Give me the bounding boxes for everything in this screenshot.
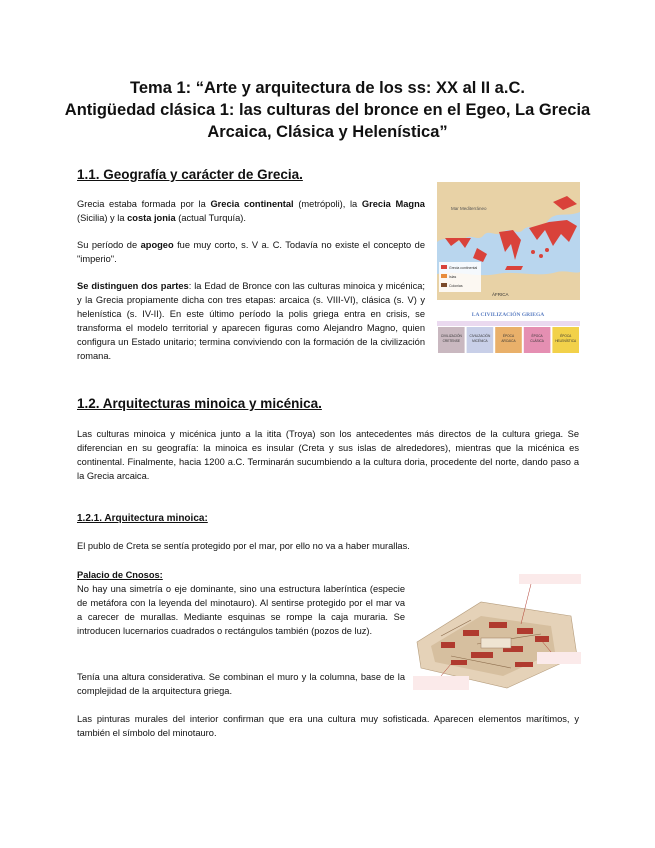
timeline-title: LA CIVILIZACIÓN GRIEGA bbox=[471, 312, 545, 318]
knossos-palace-image bbox=[411, 572, 583, 697]
map-africa-label: ÁFRICA bbox=[492, 292, 509, 297]
timeline-stage-label: ARCAICA bbox=[501, 339, 516, 343]
section-heading-arquitecturas: 1.2. Arquitecturas minoica y micénica. bbox=[77, 396, 322, 411]
map-sea-label: Mar Mediterráneo bbox=[451, 206, 487, 211]
timeline-stage-label: HELENÍSTICA bbox=[555, 339, 577, 343]
timeline-stage-label: MICÉNICA bbox=[472, 339, 488, 343]
timeline-stage-label: CIVILIZACIÓN bbox=[469, 334, 491, 338]
title-line-1: Tema 1: “Arte y arquitectura de los ss: XX al II a.C. bbox=[130, 79, 525, 97]
timeline-stage-label: ÉPOCA bbox=[502, 334, 515, 338]
timeline-stage-label: CIVILIZACIÓN bbox=[440, 334, 462, 338]
paragraph-apogeo: Su período de apogeo fue muy corto, s. V a. C. Todavía no existe el concepto de "imperio". bbox=[77, 240, 425, 264]
paragraph-altura: Tenía una altura considerativa. Se combinan el muro y la columna, base de la complejidad de la arquitectura griega. bbox=[77, 672, 405, 696]
map-legend-2: Islas bbox=[449, 275, 457, 279]
paragraph-culturas-minoica-micenica: Las culturas minoica y micénica junto a la itita (Troya) son los antecedentes más directos de la cultura griega. Se diferencian en su geografía: la minoica es insular (Creta y sus islas de alrededores), mientras que la micénica es continental. Finalmente, hacia 1200 a.C. Terminarán sucumbiendo a la cultura doria, procedente del norte, dando paso a la Grecia arcaica. bbox=[77, 429, 579, 481]
title-line-2: Antigüedad clásica 1: las culturas del bronce en el Egeo, La Grecia bbox=[64, 101, 591, 119]
map-legend-1: Grecia continental bbox=[449, 266, 478, 270]
title-line-3: Arcaica, Clásica y Helenística” bbox=[207, 123, 448, 141]
palacio-cnosos-heading: Palacio de Cnosos: bbox=[77, 570, 163, 580]
timeline-stage-label: CRETENSE bbox=[442, 339, 460, 343]
subsection-heading-minoica: 1.2.1. Arquitectura minoica: bbox=[77, 513, 208, 524]
paragraph-pinturas-murales: Las pinturas murales del interior confirman que era una cultura muy sofisticada. Aparecen elementos marítimos, y también el símbolo del minotauro. bbox=[77, 714, 579, 738]
timeline-stage-label: ÉPOCA bbox=[531, 334, 543, 338]
mediterranean-map-image bbox=[437, 182, 580, 300]
paragraph-grecia-formada: Grecia estaba formada por la Grecia continental (metrópoli), la Grecia Magna (Sicilia) y la costa jonia (actual Turquía). bbox=[77, 199, 425, 223]
document-title bbox=[60, 77, 595, 143]
timeline-stage-label: CLÁSICA bbox=[530, 339, 544, 343]
civilizacion-griega-timeline-image bbox=[437, 307, 580, 365]
paragraph-cnosos-estructura: No hay una simetría o eje dominante, sino una estructura laberíntica (especie de metáfora con la leyenda del minotauro). Al sentirse protegido por el mar va a carecer de murallas. Mediante esquinas se rompe la caja muraria. Se introducen lucernarios cuadrados o rectángulos también (pozos de luz). bbox=[77, 584, 405, 636]
section-heading-geografia: 1.1. Geografía y carácter de Grecia. bbox=[77, 167, 303, 182]
timeline-stage-label: ÉPOCA bbox=[560, 334, 572, 338]
paragraph-creta: El publo de Creta se sentía protegido por el mar, por ello no va a haber murallas. bbox=[77, 541, 410, 551]
paragraph-dos-partes: Se distinguen dos partes: la Edad de Bronce con las culturas minoica y micénica; y la Grecia propiamente dicha con tres etapas: arcaica (s. VIII-VI), clásica (s. V) y helenística (s. IV-II). En este último período la polis griega entra en crisis, se transforma el modelo territorial y aparecen figuras como Alejandro Magno, quien configura un Estado unitario; termina conviviendo con la formación de la civilización romana. bbox=[77, 281, 425, 361]
map-legend-3: Colonias bbox=[449, 284, 463, 288]
